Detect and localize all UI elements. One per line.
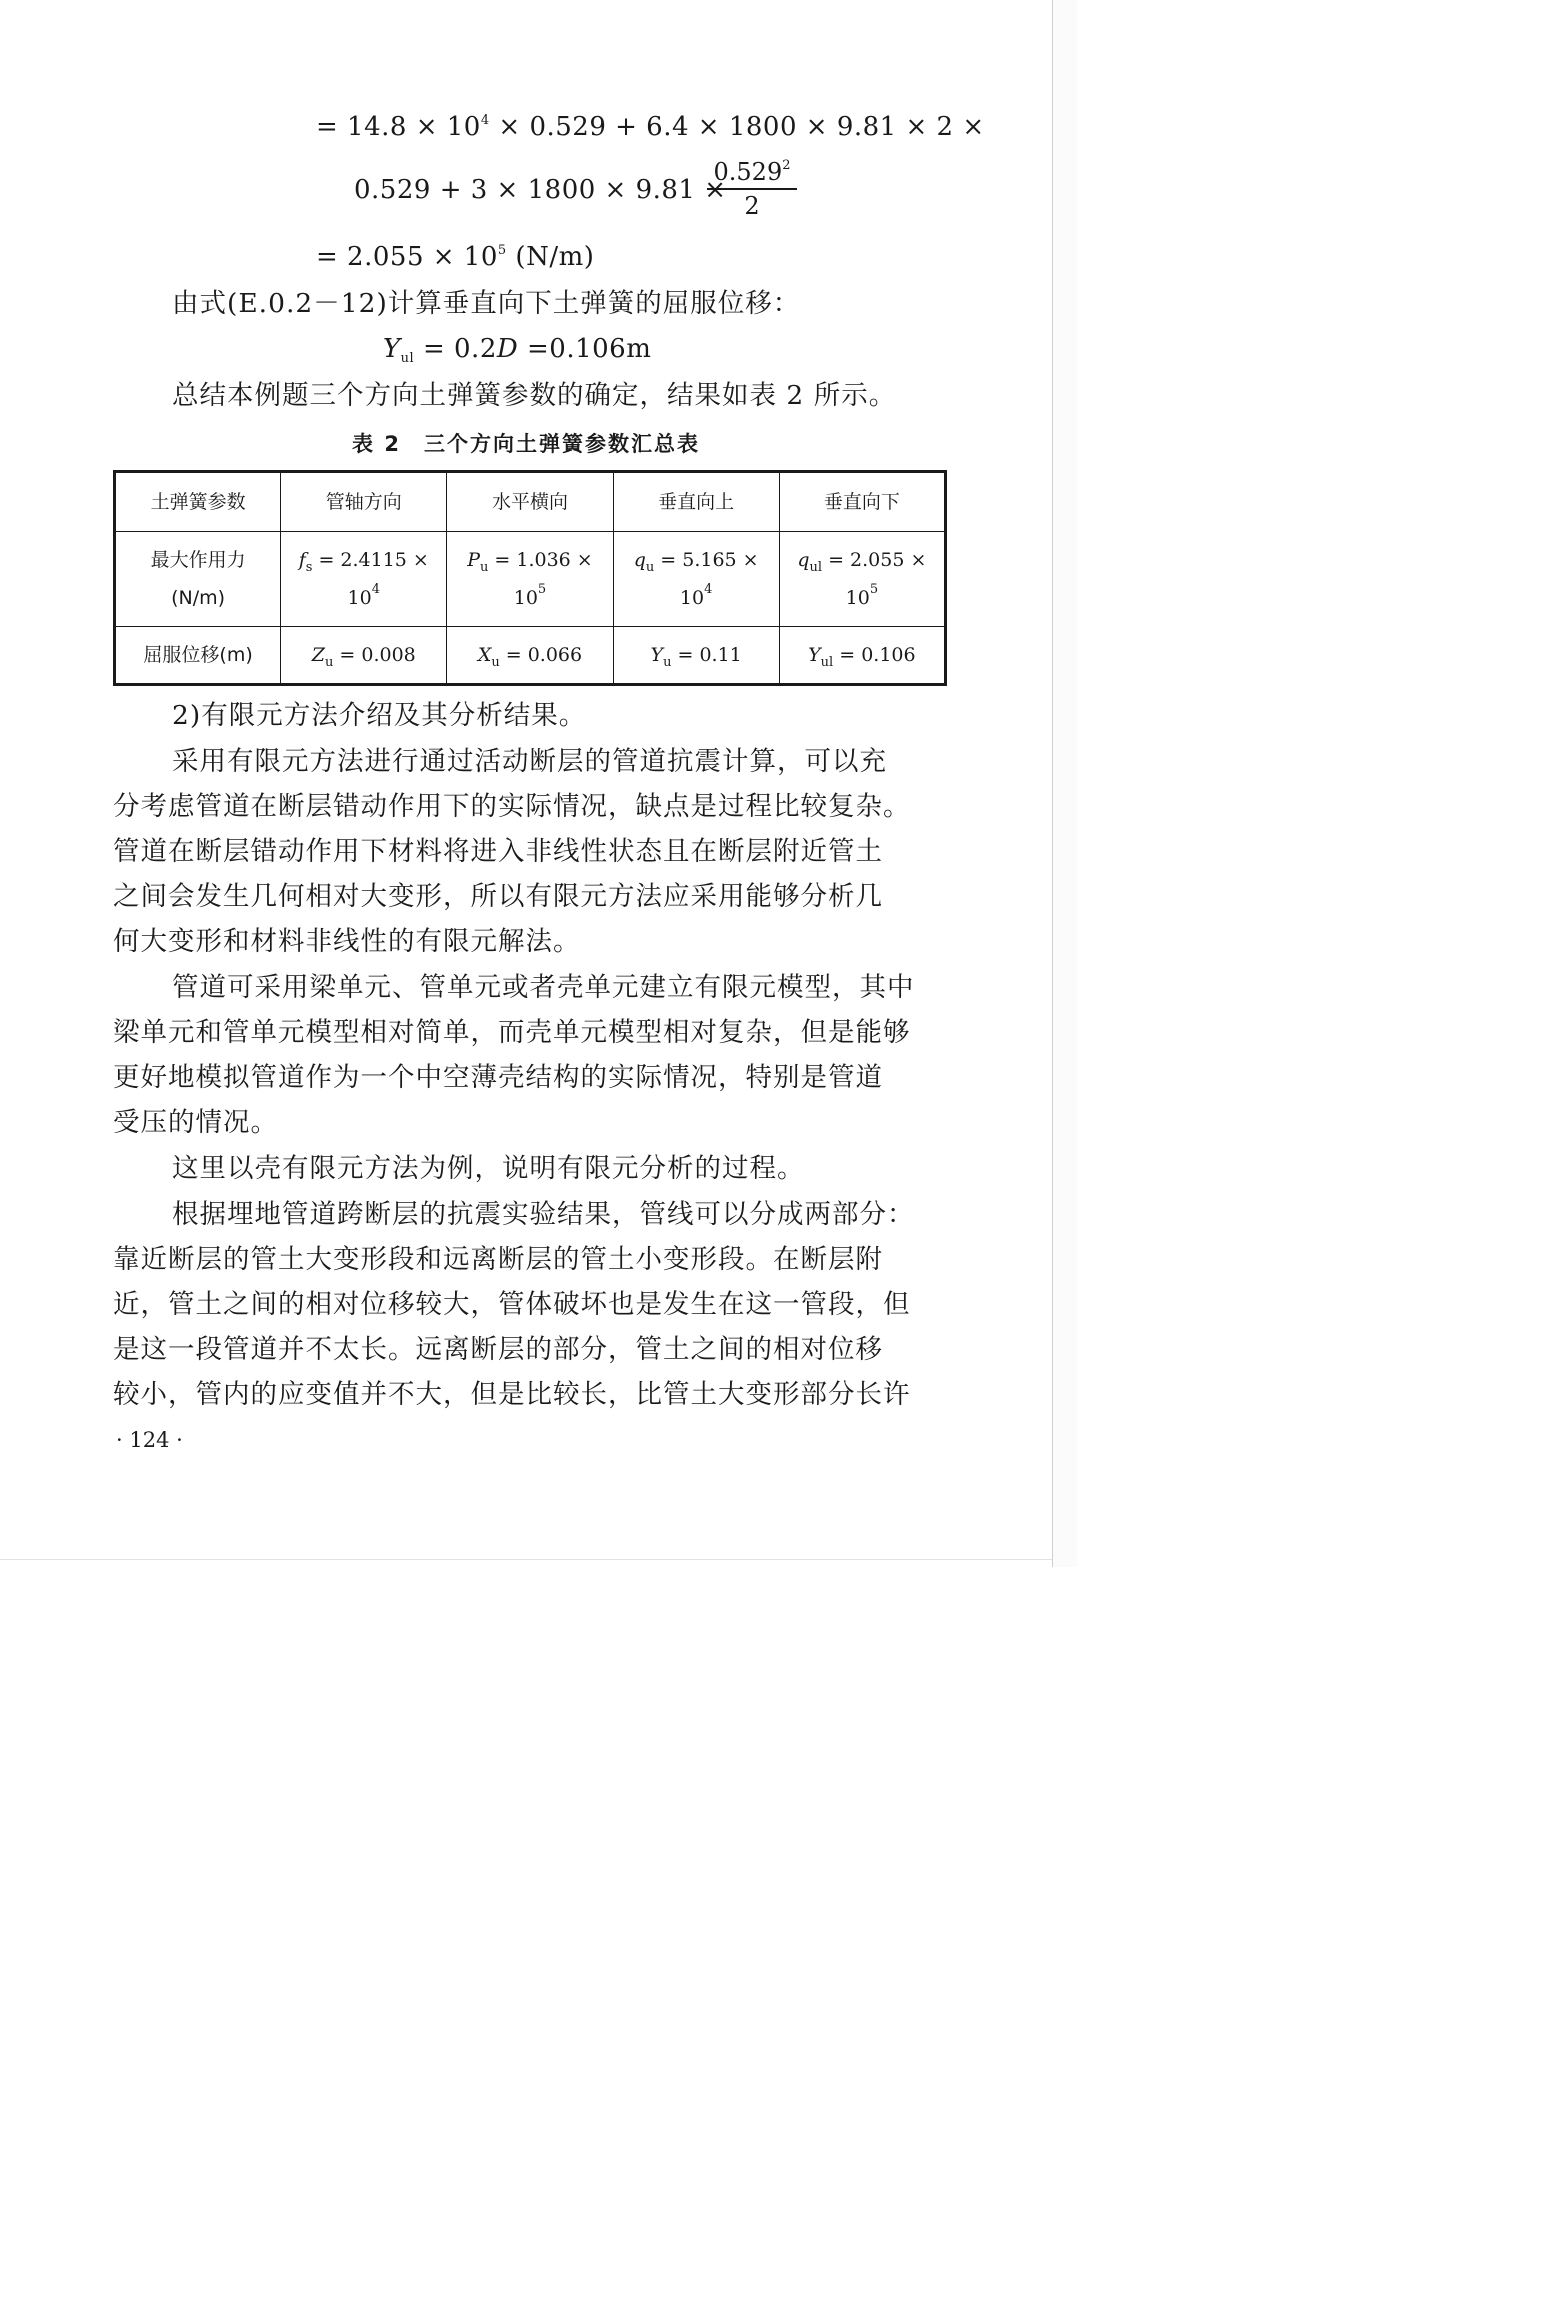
paragraph-line: 管道在断层错动作用下材料将进入非线性状态且在断层附近管土 <box>113 836 883 867</box>
cell-subscript: u <box>645 560 655 575</box>
equation-line-2 <box>354 173 727 207</box>
displacement-cell <box>447 627 613 685</box>
cell-value: = 0.066 <box>499 644 583 666</box>
paragraph-line: 较小，管内的应变值并不大，但是比较长，比管土大变形部分长许 <box>113 1379 911 1410</box>
cell-symbol: f <box>298 549 306 571</box>
displacement-cell <box>779 627 945 685</box>
paragraph-line: 梁单元和管单元模型相对简单，而壳单元模型相对复杂，但是能够 <box>113 1017 911 1048</box>
equation-line-1 <box>316 110 985 144</box>
yul-symbol: Y <box>383 334 401 364</box>
cell-value: = 2.055 × <box>822 549 927 571</box>
cell-value: = 2.4115 × <box>312 549 429 571</box>
summary-sentence: 总结本例题三个方向土弹簧参数的确定，结果如表 2 所示。 <box>172 380 897 411</box>
paragraph-line: 何大变形和材料非线性的有限元解法。 <box>113 926 581 957</box>
displacement-cell <box>613 627 779 685</box>
cell-exponent: 4 <box>704 582 713 597</box>
cell-subscript: u <box>480 560 489 575</box>
spring-parameter-table <box>113 470 947 686</box>
header-cell: 土弹簧参数 <box>115 472 281 532</box>
header-cell: 管轴方向 <box>281 472 447 532</box>
cell-symbol: X <box>477 644 492 666</box>
paragraph-line: 采用有限元方法进行通过活动断层的管道抗震计算，可以充 <box>172 746 887 777</box>
yul-subscript: ul <box>400 351 415 366</box>
cell-exponent: 4 <box>371 582 381 597</box>
cell-symbol: Y <box>650 644 664 666</box>
cell-power-base: 10 <box>347 587 372 609</box>
eq3-unit: (N/m) <box>506 242 595 272</box>
page-bottom-edge <box>0 1559 1052 1568</box>
table-row-yield-displacement <box>115 627 946 685</box>
page-edge <box>1052 0 1077 1567</box>
fraction-numerator <box>707 158 797 190</box>
force-cell <box>613 532 779 627</box>
row-label-cell: 屈服位移(m) <box>115 627 281 685</box>
cell-symbol: P <box>467 549 480 571</box>
cell-value: = 0.106 <box>833 644 916 666</box>
table-header-row <box>115 472 946 532</box>
cell-subscript: ul <box>809 560 823 575</box>
force-cell <box>779 532 945 627</box>
header-cell: 垂直向下 <box>779 472 945 532</box>
cell-subscript: u <box>663 655 672 670</box>
numerator-text: 0.529 <box>713 158 783 186</box>
force-cell <box>281 532 447 627</box>
row-label-cell <box>115 532 281 627</box>
force-cell <box>447 532 613 627</box>
eq3-text: = 2.055 × 10 <box>316 242 498 272</box>
cell-value: = 0.11 <box>671 644 742 666</box>
table-caption: 表 2 三个方向土弹簧参数汇总表 <box>352 432 700 456</box>
paragraph-line: 这里以壳有限元方法为例，说明有限元分析的过程。 <box>172 1153 805 1184</box>
paragraph-line: 分考虑管道在断层错动作用下的实际情况，缺点是过程比较复杂。 <box>113 791 911 822</box>
cell-subscript: s <box>305 560 313 575</box>
numerator-exponent: 2 <box>782 158 791 173</box>
cell-symbol: Z <box>311 644 325 666</box>
yul-mid-text: = 0.2 <box>414 334 497 364</box>
eq2-text: 0.529 + 3 × 1800 × 9.81 × <box>354 175 727 205</box>
paragraph-line: 是这一段管道并不太长。远离断层的部分，管土之间的相对位移 <box>113 1334 883 1365</box>
cell-symbol: q <box>797 549 810 571</box>
table-row-max-force <box>115 532 946 627</box>
cell-subscript: ul <box>820 655 834 670</box>
yield-intro-text: 由式(E.0.2－12)计算垂直向下土弹簧的屈服位移： <box>172 288 801 319</box>
header-cell: 垂直向上 <box>613 472 779 532</box>
eq1-text-rest: × 0.529 + 6.4 × 1800 × 9.81 × 2 × <box>489 112 985 142</box>
equation-line-3 <box>316 240 594 274</box>
cell-exponent: 5 <box>869 582 879 597</box>
yul-result: =0.106m <box>518 334 652 364</box>
paragraph-line: 之间会发生几何相对大变形，所以有限元方法应采用能够分析几 <box>113 881 883 912</box>
paragraph-line: 更好地模拟管道作为一个中空薄壳结构的实际情况，特别是管道 <box>113 1062 883 1093</box>
cell-subscript: u <box>491 655 500 670</box>
cell-power-base: 10 <box>679 587 705 609</box>
eq3-exponent: 5 <box>497 243 507 258</box>
yul-d-symbol: D <box>496 334 519 364</box>
cell-power-base: 10 <box>845 587 870 609</box>
row-unit: (N/m) <box>171 587 226 609</box>
equation-fraction <box>707 158 797 220</box>
paragraph-line: 近，管土之间的相对位移较大，管体破坏也是发生在这一管段，但 <box>113 1289 911 1320</box>
eq1-exponent: 4 <box>480 113 490 128</box>
paragraph-line: 根据埋地管道跨断层的抗震实验结果，管线可以分成两部分： <box>172 1199 915 1230</box>
eq1-text: = 14.8 × 10 <box>316 112 481 142</box>
header-cell: 水平横向 <box>447 472 613 532</box>
cell-symbol: Y <box>808 644 821 666</box>
paragraph-line: 管道可采用梁单元、管单元或者壳单元建立有限元模型，其中 <box>172 972 915 1003</box>
section-heading: 2)有限元方法介绍及其分析结果。 <box>172 700 587 731</box>
page-number: · 124 · <box>116 1428 183 1452</box>
yield-equation <box>383 332 651 366</box>
cell-subscript: u <box>324 655 334 670</box>
cell-value: = 1.036 × <box>488 549 593 571</box>
paragraph-line: 靠近断层的管土大变形段和远离断层的管土小变形段。在断层附 <box>113 1244 883 1275</box>
cell-power-base: 10 <box>513 587 538 609</box>
row-label: 最大作用力 <box>150 549 246 571</box>
cell-value: = 5.165 × <box>654 549 759 571</box>
fraction-denominator: 2 <box>744 192 760 220</box>
cell-value: = 0.008 <box>333 644 416 666</box>
paragraph-line: 受压的情况。 <box>113 1107 278 1138</box>
cell-exponent: 5 <box>537 582 547 597</box>
cell-symbol: q <box>633 549 646 571</box>
displacement-cell <box>281 627 447 685</box>
